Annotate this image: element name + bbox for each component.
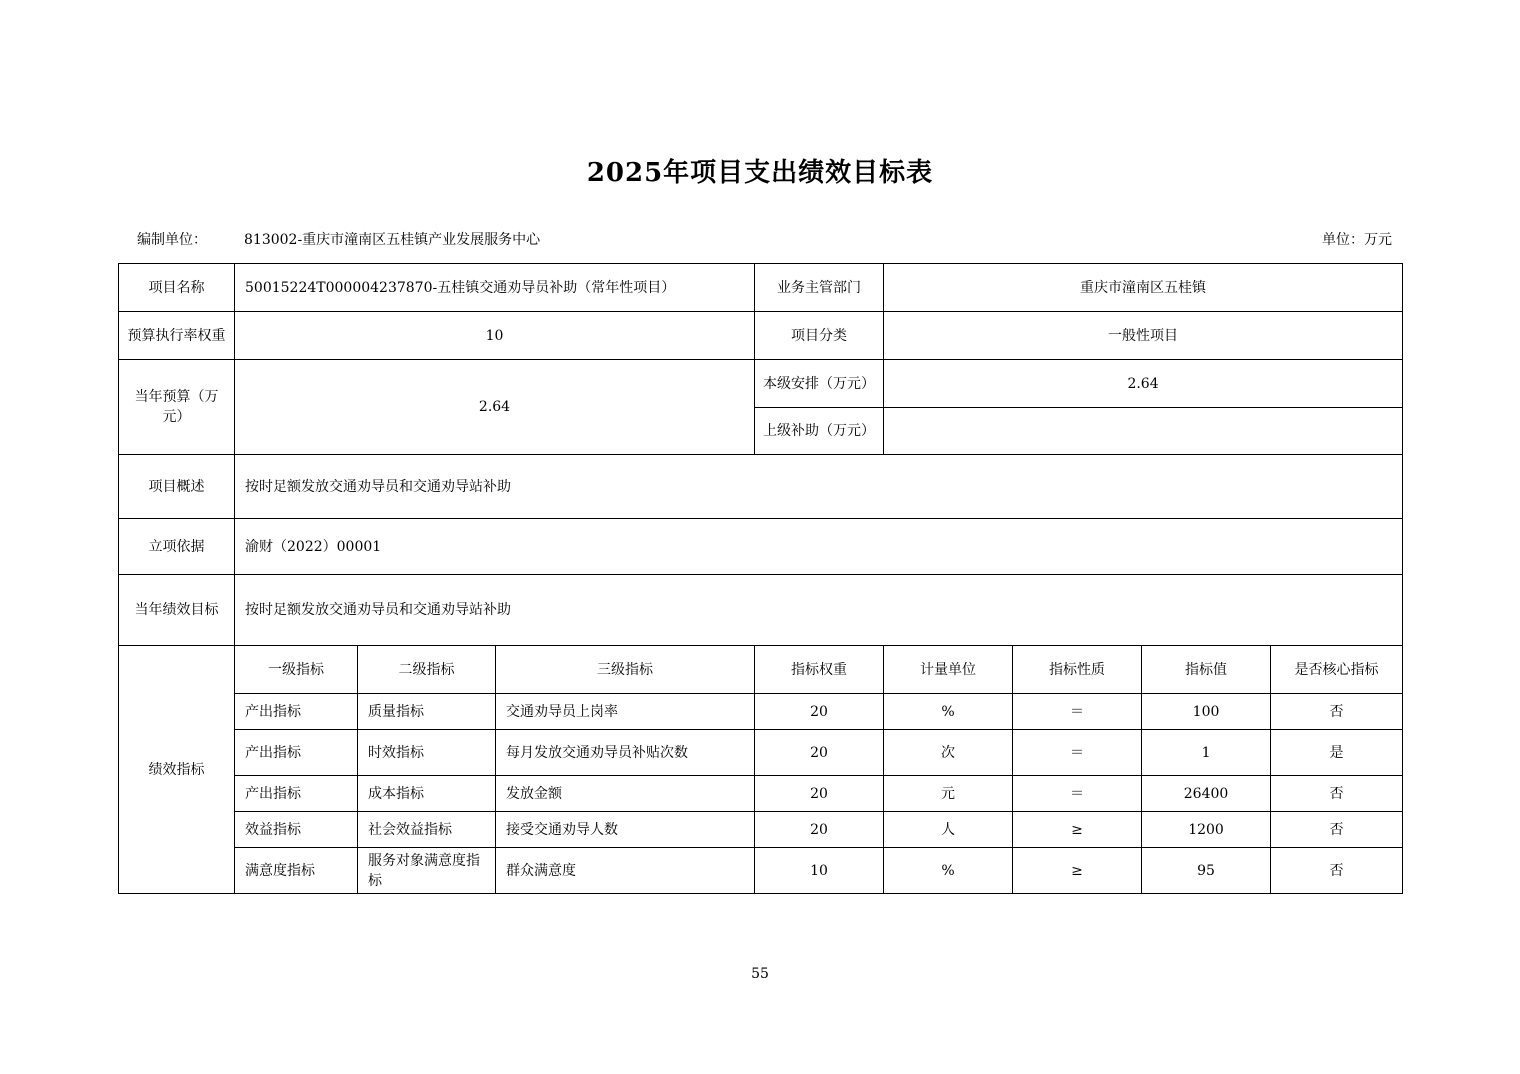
nature-cell: ≥ [1013,848,1142,894]
level1-cell: 产出指标 [235,776,358,812]
page-title: 2025年项目支出绩效目标表 [586,158,934,188]
compiler-value: 813002-重庆市潼南区五桂镇产业发展服务中心 [244,232,541,248]
level2-cell: 服务对象满意度指标 [358,848,496,894]
table-row [119,519,1403,575]
column-header: 二级指标 [358,646,496,694]
table-row [119,575,1403,646]
level1-cell: 产出指标 [235,694,358,730]
unit-cell: 人 [884,812,1013,848]
unit-cell: 元 [884,776,1013,812]
overview-label: 项目概述 [119,455,235,519]
level1-cell: 效益指标 [235,812,358,848]
level3-cell: 交通劝导员上岗率 [496,694,755,730]
level2-cell: 时效指标 [358,730,496,776]
unit-cell: 次 [884,730,1013,776]
value-cell: 100 [1142,694,1271,730]
level2-cell: 质量指标 [358,694,496,730]
level3-cell: 群众满意度 [496,848,755,894]
level3-cell: 接受交通劝导人数 [496,812,755,848]
core-cell: 否 [1271,776,1403,812]
column-header: 是否核心指标 [1271,646,1403,694]
core-cell: 否 [1271,694,1403,730]
column-header: 三级指标 [496,646,755,694]
column-header: 一级指标 [235,646,358,694]
dept-value: 重庆市潼南区五桂镇 [884,264,1403,312]
local-value: 2.64 [884,360,1403,408]
level3-cell: 发放金额 [496,776,755,812]
column-header: 计量单位 [884,646,1013,694]
level3-cell: 每月发放交通劝导员补贴次数 [496,730,755,776]
category-value: 一般性项目 [884,312,1403,360]
weight-cell: 20 [755,694,884,730]
project-name-value: 50015224T000004237870-五桂镇交通劝导员补助（常年性项目） [235,264,755,312]
unit-label: 单位：万元 [1322,232,1392,248]
subsidy-value [884,408,1403,455]
subsidy-label: 上级补助（万元） [755,408,884,455]
weight-cell: 20 [755,776,884,812]
column-header: 指标权重 [755,646,884,694]
goal-label: 当年绩效目标 [119,575,235,646]
indicator-row [119,848,1403,894]
table-row [119,360,1403,408]
nature-cell: ＝ [1013,776,1142,812]
table-row [119,455,1403,519]
goal-value: 按时足额发放交通劝导员和交通劝导站补助 [235,575,1403,646]
basis-label: 立项依据 [119,519,235,575]
nature-cell: ＝ [1013,694,1142,730]
indicator-row [119,694,1403,730]
value-cell: 1200 [1142,812,1271,848]
basis-value: 渝财（2022）00001 [235,519,1403,575]
level1-cell: 产出指标 [235,730,358,776]
local-label: 本级安排（万元） [755,360,884,408]
indicators-label: 绩效指标 [119,646,235,894]
indicator-row [119,776,1403,812]
nature-cell: ≥ [1013,812,1142,848]
project-name-label: 项目名称 [119,264,235,312]
core-cell: 是 [1271,730,1403,776]
exec-rate-value: 10 [235,312,755,360]
level1-cell: 满意度指标 [235,848,358,894]
indicator-row [119,812,1403,848]
indicator-row [119,730,1403,776]
table-row [119,264,1403,312]
dept-label: 业务主管部门 [755,264,884,312]
column-header: 指标性质 [1013,646,1142,694]
category-label: 项目分类 [755,312,884,360]
level2-cell: 成本指标 [358,776,496,812]
core-cell: 否 [1271,812,1403,848]
value-cell: 1 [1142,730,1271,776]
exec-rate-label: 预算执行率权重 [119,312,235,360]
budget-label: 当年预算（万元） [119,360,235,455]
column-header: 指标值 [1142,646,1271,694]
budget-value: 2.64 [235,360,755,455]
performance-table [118,263,1403,894]
page-number: 55 [751,966,769,982]
weight-cell: 10 [755,848,884,894]
unit-cell: % [884,848,1013,894]
unit-cell: % [884,694,1013,730]
core-cell: 否 [1271,848,1403,894]
table-row [119,312,1403,360]
indicator-header-row [119,646,1403,694]
weight-cell: 20 [755,730,884,776]
value-cell: 95 [1142,848,1271,894]
nature-cell: ＝ [1013,730,1142,776]
compiler-label: 编制单位： [137,232,207,248]
value-cell: 26400 [1142,776,1271,812]
weight-cell: 20 [755,812,884,848]
level2-cell: 社会效益指标 [358,812,496,848]
overview-value: 按时足额发放交通劝导员和交通劝导站补助 [235,455,1403,519]
